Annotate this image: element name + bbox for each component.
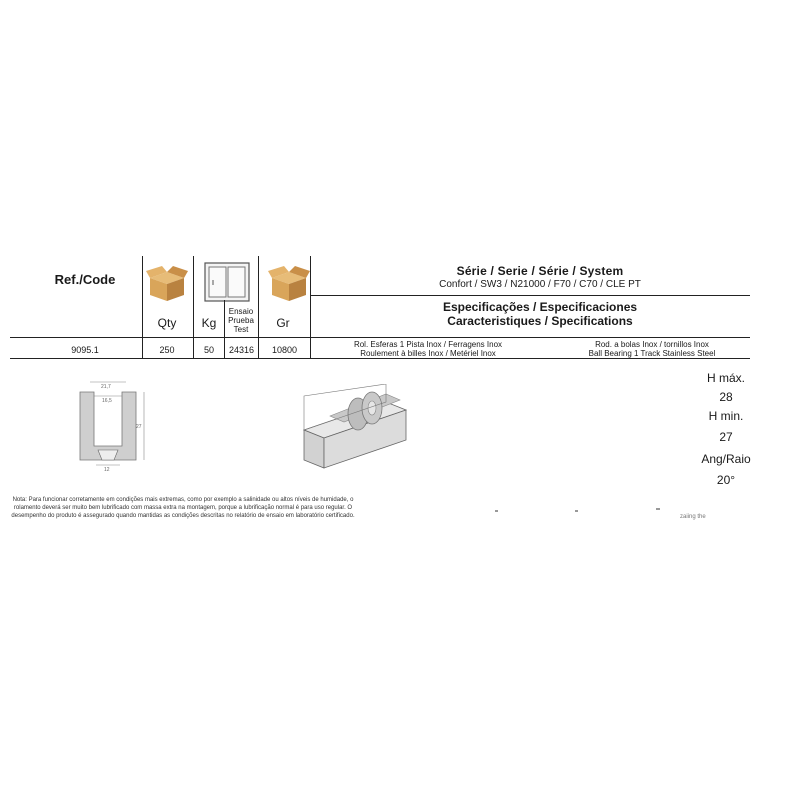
ref-value: 9095.1	[71, 345, 99, 355]
serie-subtitle: Confort / SW3 / N21000 / F70 / C70 / CLE PT	[439, 279, 641, 290]
divider	[142, 256, 143, 358]
artifact-dot	[656, 508, 660, 510]
h-min-value: 27	[719, 430, 733, 444]
dim-height: 27	[136, 424, 142, 430]
window-icon	[204, 262, 250, 307]
h-max-label: H máx.	[706, 371, 745, 385]
description-right	[552, 340, 752, 358]
ref-code-header: Ref./Code	[54, 272, 116, 287]
spec-line: Especificações / Especificaciones	[442, 300, 638, 314]
profile-drawing	[74, 376, 164, 477]
lubrication-note: Nota: Para funcionar corretamente em condições mais extremas, como por exemplo a salinidade ou altos níveis de humidade, o rolamento deverá ser muito bem lubrificado com massa extra na montagem, porque a lubrificação normal é para uso regular. O desempenho do produto é assegurado quando mantidas as condições descritas no relatório de ensaio em laboratório certificado.	[11, 497, 355, 519]
desc-line: Rod. a bolas Inox / tornillos Inox	[595, 340, 709, 349]
divider	[193, 256, 194, 358]
angle-label: Ang/Raio	[701, 452, 751, 466]
dim-inner-width: 16,5	[102, 398, 112, 404]
divider	[10, 358, 750, 359]
kg-header: Kg	[201, 316, 217, 330]
divider	[258, 256, 259, 358]
kg-value: 50	[203, 345, 214, 355]
dim-base: 12	[104, 467, 110, 472]
serie-title: Série / Serie / Série / System	[456, 264, 624, 278]
angle-value: 20°	[716, 473, 736, 487]
artifact-dot	[495, 510, 498, 512]
divider	[10, 337, 750, 338]
divider	[310, 256, 311, 358]
spec-line: Caracteristiques / Specifications	[447, 314, 633, 328]
test-header	[224, 307, 258, 334]
description-left	[318, 340, 538, 358]
stray-text: zaiing the	[680, 514, 706, 520]
divider	[310, 295, 750, 296]
h-max-value: 28	[719, 390, 733, 404]
desc-line: Rol. Esferas 1 Pista Inox / Ferragens Inox	[353, 340, 503, 349]
box-icon	[146, 266, 188, 307]
box-icon	[268, 266, 310, 307]
test-label-line: Test	[233, 325, 249, 334]
desc-line: Ball Bearing 1 Track Stainless Steel	[588, 349, 716, 358]
test-value: 24316	[228, 345, 255, 355]
dim-outer-width: 21,7	[101, 384, 111, 390]
specifications-title	[340, 300, 740, 328]
gr-value: 10800	[271, 345, 298, 355]
h-min-label: H min.	[708, 409, 744, 423]
desc-line: Roulement à billes Inox / Metériel Inox	[360, 349, 496, 358]
test-label-line: Prueba	[228, 316, 254, 325]
gr-header: Gr	[276, 316, 290, 330]
qty-header: Qty	[157, 316, 177, 330]
qty-value: 250	[159, 345, 175, 355]
roller-image	[300, 384, 412, 475]
artifact-dot	[575, 510, 578, 512]
test-label-line: Ensaio	[228, 307, 254, 316]
